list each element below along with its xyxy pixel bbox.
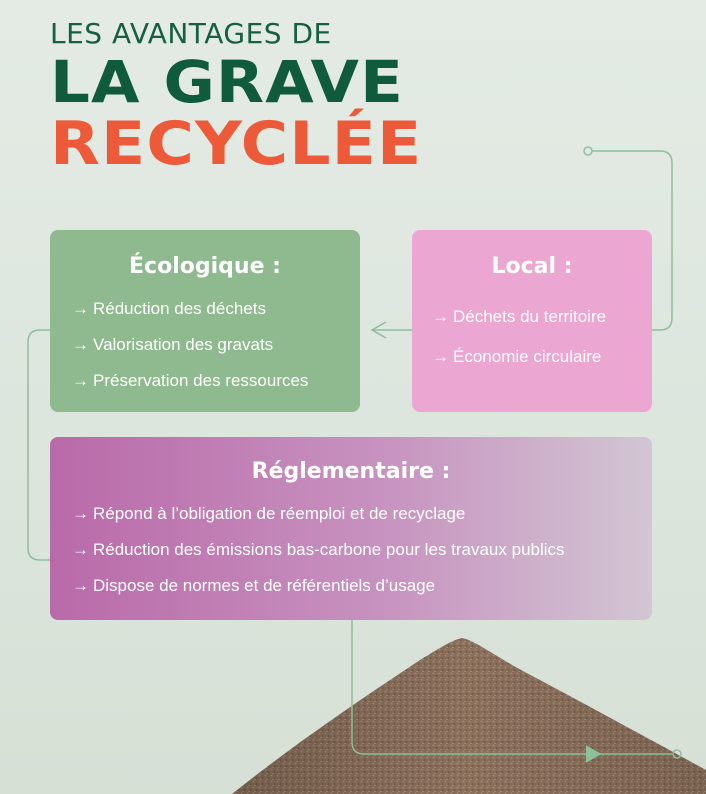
connector-ecologique-to-reglementaire [28, 330, 50, 560]
headline-line-2: LA GRAVE [50, 48, 404, 116]
reglementaire-list [50, 504, 652, 596]
list-item [72, 299, 360, 319]
list-item-text: Dispose de normes et de référentiels d’usage [93, 576, 436, 595]
ecologique-card [50, 230, 360, 412]
list-item-text: Valorisation des gravats [93, 335, 274, 354]
arrow-right-icon: → [72, 540, 89, 559]
page-headline [50, 16, 423, 179]
reglementaire-card [50, 437, 652, 620]
list-item [72, 335, 360, 355]
list-item [72, 540, 652, 560]
list-item [72, 576, 652, 596]
gravel-pile-image [232, 638, 706, 794]
arrow-right-icon: → [432, 307, 449, 326]
list-item [432, 307, 652, 327]
headline-line-1: LES AVANTAGES DE [50, 17, 332, 50]
local-card [412, 230, 652, 412]
headline-line-3: RECYCLÉE [50, 109, 423, 179]
list-item-text: Réduction des déchets [93, 299, 266, 318]
list-item-text: Réduction des émissions bas-carbone pour les travaux publics [93, 540, 565, 559]
list-item-text: Répond à l’obligation de réemploi et de recyclage [93, 504, 466, 523]
arrow-right-icon: → [72, 576, 89, 595]
list-item-text: Préservation des ressources [93, 371, 309, 390]
arrow-right-icon: → [72, 504, 89, 523]
arrow-right-icon: → [72, 371, 89, 390]
local-list [412, 307, 652, 367]
reglementaire-heading: Réglementaire : [251, 459, 451, 484]
local-heading: Local : [491, 254, 573, 279]
list-item [72, 504, 652, 524]
arrow-right-icon: → [72, 299, 89, 318]
list-item [72, 371, 360, 391]
arrow-right-icon: → [72, 335, 89, 354]
list-item-text: Déchets du territoire [453, 307, 607, 326]
ecologique-list [50, 299, 360, 391]
arrow-right-icon: → [432, 347, 449, 366]
list-item-text: Économie circulaire [453, 347, 602, 366]
ecologique-heading: Écologique : [129, 254, 281, 279]
list-item [432, 347, 652, 367]
